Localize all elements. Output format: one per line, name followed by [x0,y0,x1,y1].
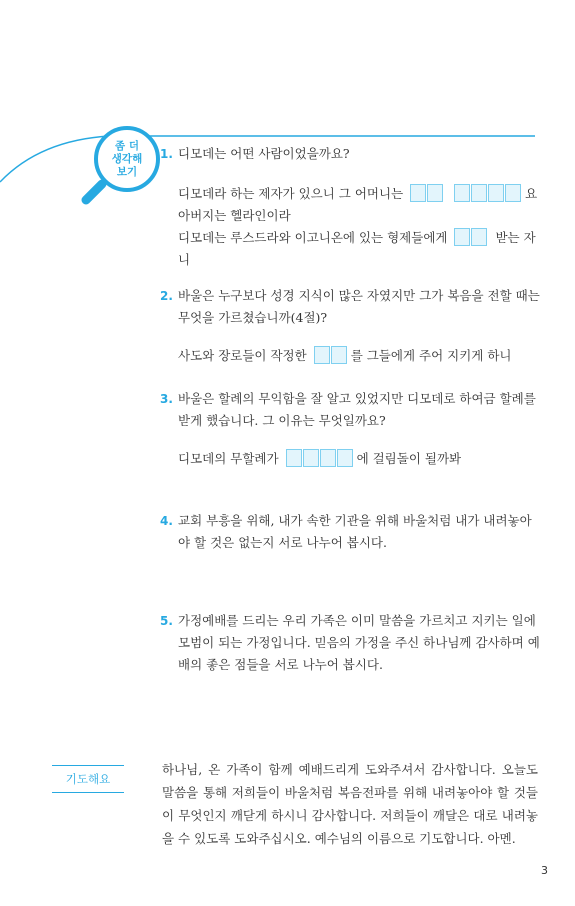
question-number: 4. [160,514,173,528]
page-number: 3 [541,864,548,877]
question-text: 교회 부흥을 위해, 내가 속한 기관을 위해 바울처럼 내가 내려놓아야 할 것은 없는지 서로 나누어 봅시다. [178,513,532,550]
question-1 [161,143,541,271]
question-5 [161,610,541,676]
question-number: 5. [160,614,173,628]
question-text: 가정예배를 드리는 우리 가족은 이미 말씀을 가르치고 지키는 일에 모범이 되는 가정입니다. 믿음의 가정을 주신 하나님께 감사하며 예배의 좋은 점들을 서로 나누어 봅시다. [178,613,540,672]
badge-line-3: 보기 [116,165,138,178]
prayer-text: 하나님, 온 가족이 함께 예배드리게 도와주셔서 감사합니다. 오늘도 말씀을 통해 저희들이 바울처럼 복음전파를 위해 내려놓아야 할 것들이 무엇인지 깨닫게 하시니 감사합니다. 저희들이 깨달은 대로 내려놓을 수 있도록 도와주십시오. 예수님의 이름으로 기도합니다. 아멘. [162,762,538,846]
think-more-badge [94,126,160,192]
question-number: 2. [160,289,173,303]
answer-line: 사도와 장로들이 작정한 를 그들에게 주어 지키게 하니 [161,345,541,367]
question-text: 바울은 누구보다 성경 지식이 많은 자였지만 그가 복음을 전할 때는 무엇을 가르쳤습니까(4절)? [178,288,540,325]
question-text: 디모데는 어떤 사람이었을까요? [178,146,350,161]
answer-line: 아버지는 헬라인이라 [178,208,291,223]
answer-blank[interactable] [286,448,354,470]
answer-line: 디모데의 무할례가 에 걸림돌이 될까봐 [161,448,541,470]
question-2 [161,285,541,367]
answer-line: 디모데는 루스드라와 이고니온에 있는 형제들에게 받는 자니 [161,227,541,271]
question-text: 바울은 할례의 무익함을 잘 알고 있었지만 디모데로 하여금 할례를 받게 했습니다. 그 이유는 무엇일까요? [178,391,536,428]
answer-blank[interactable] [410,183,444,205]
question-number: 3. [160,392,173,406]
answer-blank[interactable] [454,227,488,249]
answer-line: 디모데라 하는 제자가 있으니 그 어머니는 요 [161,183,541,205]
prayer-label: 기도해요 [52,765,124,793]
badge-line-1: 좀 더 [115,139,139,152]
question-3 [161,388,541,470]
answer-blank[interactable] [314,345,348,367]
badge-line-2: 생각해 [111,152,143,165]
magnifier-icon [86,184,102,200]
question-number: 1. [160,147,173,161]
answer-blank[interactable] [454,183,522,205]
question-4 [161,510,541,554]
